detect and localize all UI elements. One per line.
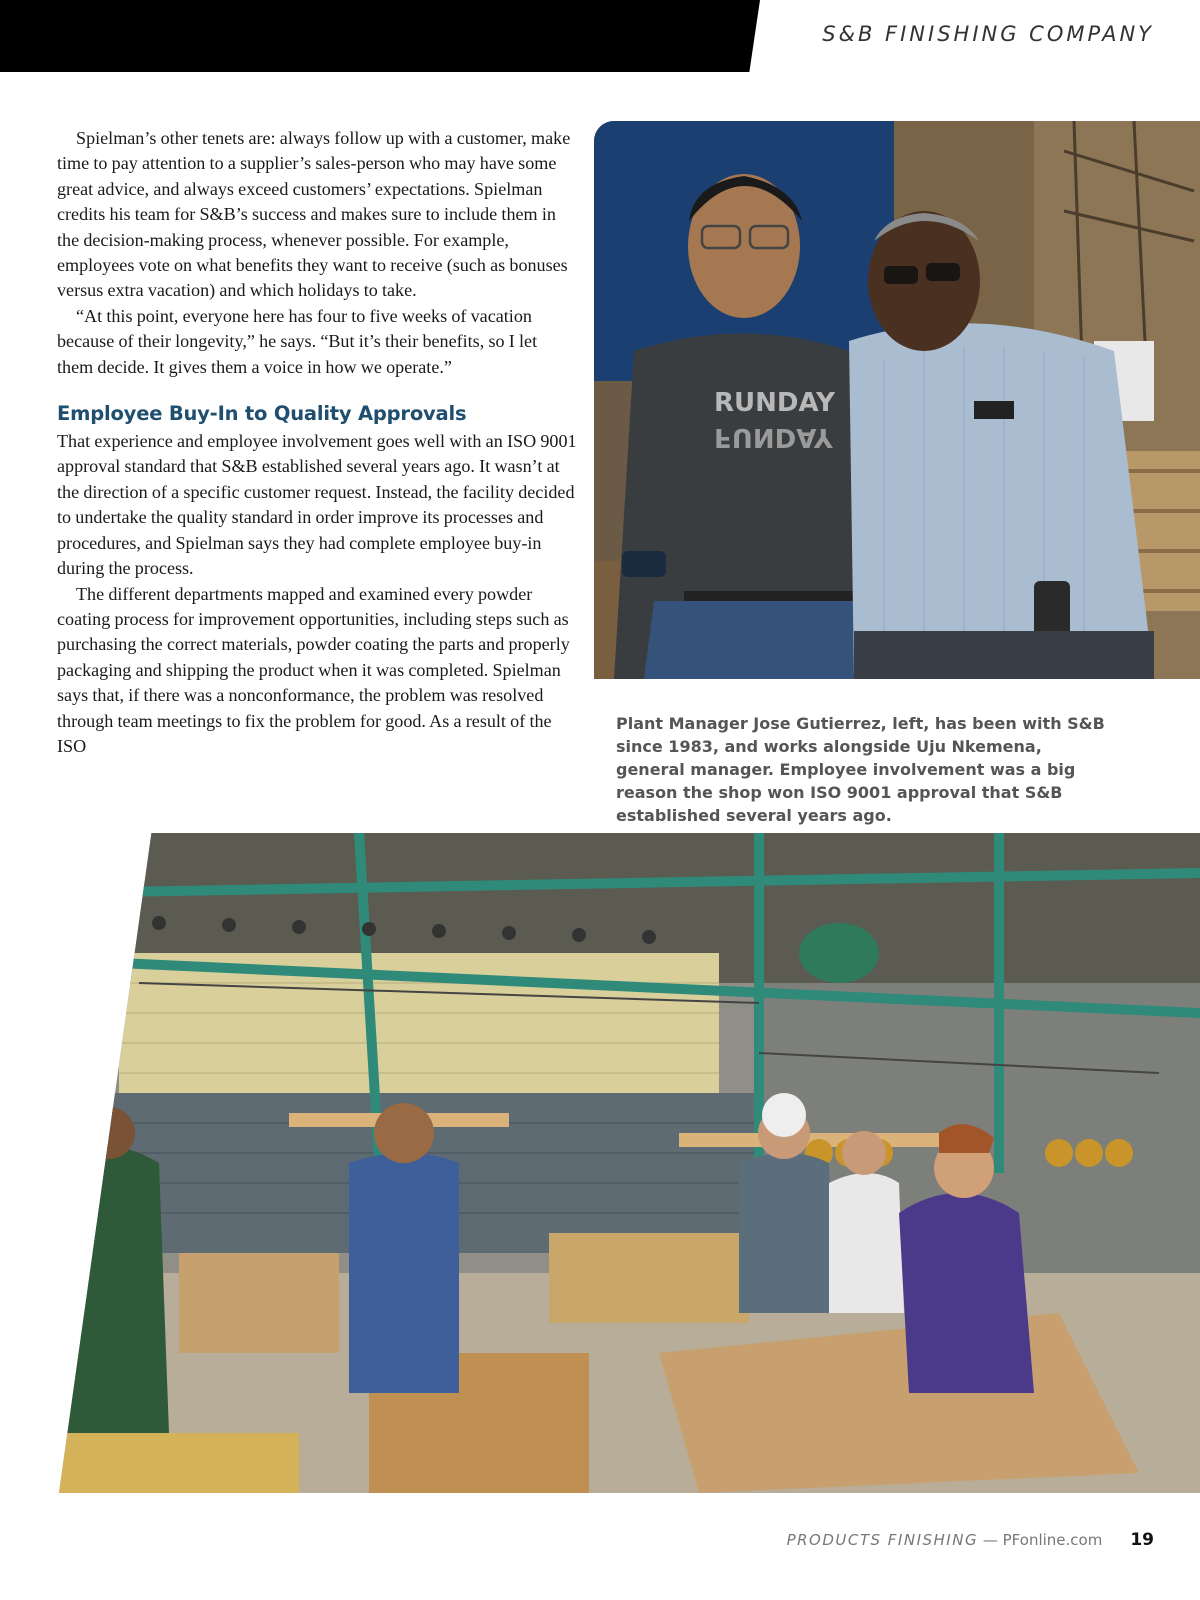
website-link[interactable]: PFonline.com <box>1002 1531 1103 1549</box>
photo-caption: Plant Manager Jose Gutierrez, left, has been with S&B since 1983, and works alongside Uju Nkemena, general manager. Employee involvement was a big reason the shop won ISO 9001 approval that S&B established several years ago. <box>616 714 1105 825</box>
paragraph: The different departments mapped and examined every powder coating process for improvement opportunities, including steps such as purchasing the correct materials, powder coating the parts and properly packaging and shipping the product when it was completed. Spielman says that, if there was a nonconformance, the problem was resolved through team meetings to fix the problem for good. As a result of the ISO <box>57 583 570 756</box>
magazine-name: PRODUCTS FINISHING <box>786 1531 979 1549</box>
shirt-text-funday: FUNDAY <box>714 422 833 452</box>
section-subhead: Employee Buy-In to Quality Approvals <box>57 402 467 426</box>
shirt-text-runday: RUNDAY <box>714 388 835 418</box>
paragraph: “At this point, everyone here has four to five weeks of vacation because of their longevity,” he says. “But it’s their benefits, so I let them decide. It gives them a voice in how we operate.” <box>57 305 538 377</box>
company-header: S&B FINISHING COMPANY <box>822 22 1154 46</box>
header-bar <box>0 0 760 72</box>
article-body <box>57 126 577 759</box>
page-number: 19 <box>1130 1530 1154 1550</box>
photo-shop-floor <box>59 833 1200 1493</box>
page-footer <box>787 1530 1154 1550</box>
footer-separator: — <box>978 1531 1003 1549</box>
paragraph: Spielman’s other tenets are: always follow up with a customer, make time to pay attention to a supplier’s sales-person who may have some great advice, and always exceed customers’ expectations. Spielman credits his team for S&B’s success and makes sure to include them in the decision-making process, whenever possible. For example, employees vote on what benefits they want to receive (such as bonuses versus extra vacation) and which holidays to take. <box>57 128 571 301</box>
paragraph: That experience and employee involvement goes well with an ISO 9001 approval standard that S&B established several years ago. It wasn’t at the direction of a specific customer request. Instead, the facility decided to undertake the quality standard in order improve its processes and procedures, and Spielman says they had complete employee buy-in during the process. <box>57 431 577 579</box>
photo-managers <box>594 121 1200 679</box>
